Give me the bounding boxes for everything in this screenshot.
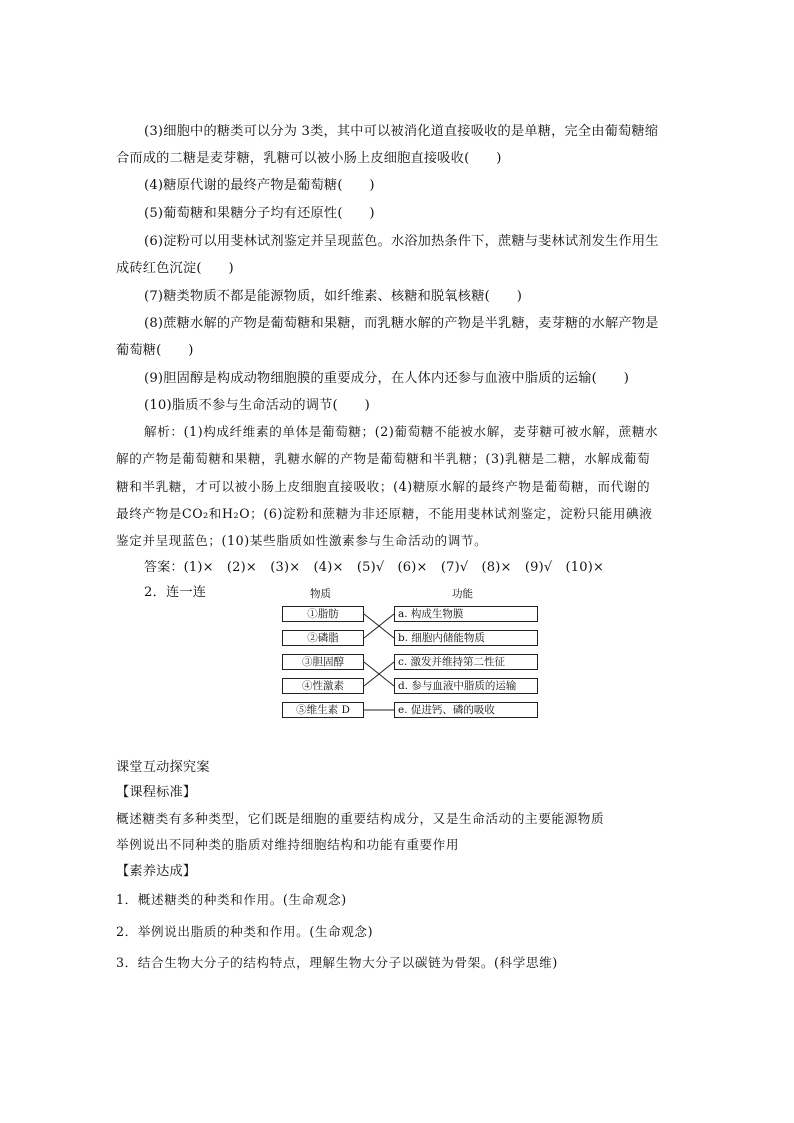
question-10: (10)脂质不参与生命活动的调节( ): [144, 398, 370, 413]
matching-diagram: [280, 588, 542, 722]
left-item-fat: ①脂肪: [282, 606, 364, 622]
right-column-header: 功能: [452, 588, 473, 600]
left-item-phospholipid: ②磷脂: [282, 630, 364, 646]
right-item-d: d. 参与血液中脂质的运输: [394, 678, 538, 694]
analysis-line-4: 最终产物是CO₂和H₂O；(6)淀粉和蔗糖为非还原糖，不能用斐林试剂鉴定，淀粉只能用碘液: [116, 506, 653, 521]
literacy-item-1: 1．概述糖类的种类和作用。(生命观念): [116, 892, 347, 907]
question-4: (4)糖原代谢的最终产物是葡萄糖( ): [144, 178, 375, 193]
left-item-cholesterol: ③胆固醇: [282, 654, 364, 670]
left-item-vitamin-d: ⑤维生素 D: [282, 702, 364, 718]
question-8-line-2: 葡萄糖( ): [116, 343, 194, 358]
question-5: (5)葡萄糖和果糖分子均有还原性( ): [144, 206, 375, 221]
classroom-title: 课堂互动探究案: [116, 760, 210, 775]
question-9: (9)胆固醇是构成动物细胞膜的重要成分，在人体内还参与血液中脂质的运输( ): [144, 371, 630, 386]
analysis-line-1: 解析：(1)构成纤维素的单体是葡萄糖；(2)葡萄糖不能被水解，麦芽糖可被水解，蔗糖水: [144, 424, 659, 439]
standard-line-1: 概述糖类有多种类型，它们既是细胞的重要结构成分，又是生命活动的主要能源物质: [116, 811, 605, 826]
literacy-header: 【素养达成】: [116, 864, 197, 879]
question-3-line-1: (3)细胞中的糖类可以分为 3类，其中可以被消化道直接吸收的是单糖，完全由葡萄糖缩: [144, 124, 659, 139]
right-item-a: a. 构成生物膜: [394, 606, 538, 622]
standard-line-2: 举例说出不同种类的脂质对维持细胞结构和功能有重要作用: [116, 837, 460, 852]
analysis-line-5: 鉴定并呈现蓝色；(10)某些脂质如性激素参与生命活动的调节。: [116, 533, 488, 548]
literacy-item-3: 3．结合生物大分子的结构特点，理解生物大分子以碳链为骨架。(科学思维): [116, 955, 558, 970]
analysis-line-3: 糖和半乳糖，才可以被小肠上皮细胞直接吸收；(4)糖原水解的最终产物是葡萄糖，而代谢的: [116, 479, 651, 494]
standard-header: 【课程标准】: [116, 785, 197, 800]
right-item-e: e. 促进钙、磷的吸收: [394, 702, 538, 718]
question-6-line-2: 成砖红色沉淀( ): [116, 261, 234, 276]
section-2-title: 2．连一连: [144, 585, 207, 600]
answer-key: 答案：(1)× (2)× (3)× (4)× (5)√ (6)× (7)√ (8)× (9)√ (10)×: [144, 560, 605, 575]
question-3-line-2: 合而成的二糖是麦芽糖，乳糖可以被小肠上皮细胞直接吸收( ): [116, 151, 502, 166]
left-item-sex-hormone: ④性激素: [282, 678, 364, 694]
question-7: (7)糖类物质不都是能源物质，如纤维素、核糖和脱氧核糖( ): [144, 289, 523, 304]
right-item-b: b. 细胞内储能物质: [394, 630, 538, 646]
right-item-c: c. 激发并维持第二性征: [394, 654, 538, 670]
left-column-header: 物质: [310, 588, 331, 600]
analysis-line-2: 解的产物是葡萄糖和果糖，乳糖水解的产物是葡萄糖和半乳糖；(3)乳糖是二糖，水解成葡萄: [116, 451, 651, 466]
question-8-line-1: (8)蔗糖水解的产物是葡萄糖和果糖，而乳糖水解的产物是半乳糖，麦芽糖的水解产物是: [144, 316, 659, 331]
question-6-line-1: (6)淀粉可以用斐林试剂鉴定并呈现蓝色。水浴加热条件下，蔗糖与斐林试剂发生作用生: [144, 234, 659, 249]
literacy-item-2: 2．举例说出脂质的种类和作用。(生命观念): [116, 924, 374, 939]
